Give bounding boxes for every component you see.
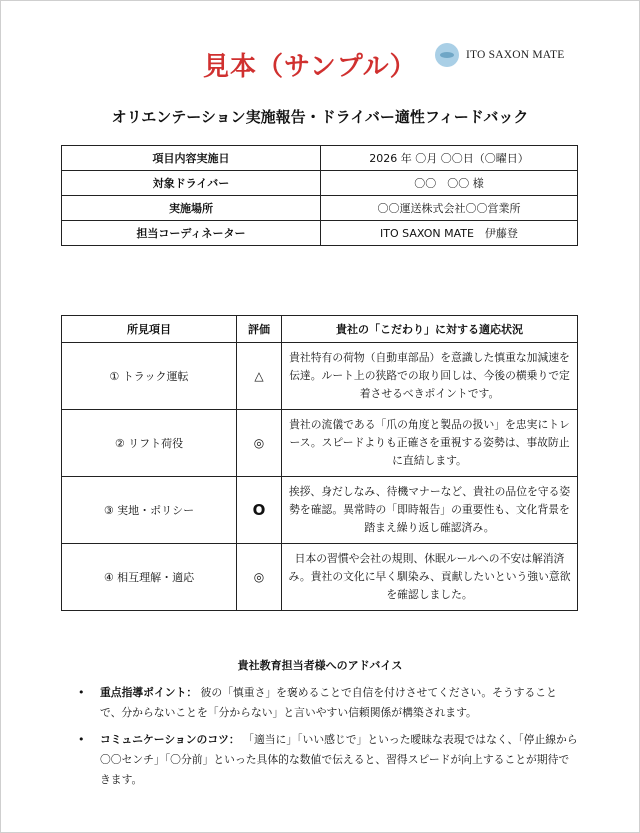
finding-eval: ◎ [237,544,282,611]
table-row [62,410,578,477]
info-table [61,145,578,246]
info-row [62,221,578,246]
advice-item [78,730,578,790]
info-key: 項目内容実施日 [62,146,321,171]
advice-label: 重点指導ポイント： [100,686,198,699]
finding-desc: 挨拶、身だしなみ、待機マナーなど、貴社の品位を守る姿勢を確認。異常時の「即時報告」の重要性も、文化背景を踏まえ繰り返し確認済み。 [282,477,578,544]
sample-label: 見本（サンプル） [203,52,417,82]
info-key: 対象ドライバー [62,171,321,196]
finding-eval: O [237,477,282,544]
globe-logo-icon [435,43,459,67]
logo-text: ITO SAXON MATE [466,49,565,61]
info-value: 〇〇運送株式会社〇〇営業所 [321,196,578,221]
findings-header-row [62,316,578,343]
bullet-icon: • [78,686,85,699]
finding-desc: 貴社の流儀である「爪の角度と製品の扱い」を忠実にトレース。スピードよりも正確さを重視する姿勢は、事故防止に直結します。 [282,410,578,477]
advice-title: 貴社教育担当者様へのアドバイス [237,659,403,672]
info-value: 〇〇 〇〇 様 [321,171,578,196]
info-value: ITO SAXON MATE 伊藤登 [321,221,578,246]
info-value: 2026 年 〇月 〇〇日（〇曜日） [321,146,578,171]
advice-text: 彼の「慎重さ」を褒めることで自信を付けさせてください。そうすることで、分からないことを「分からない」と言いやすい信頼関係が構築されます。 [100,686,557,719]
finding-desc: 貴社特有の荷物（自動車部品）を意識した慎重な加減速を伝達。ルート上の狭路での取り回しは、今後の横乗りで定着させるべきポイントです。 [282,343,578,410]
finding-item: ② リフト荷役 [62,410,237,477]
info-row [62,171,578,196]
advice-item [78,683,578,723]
document-title: オリエンテーション実施報告・ドライバー適性フィードバック [111,108,529,126]
info-row [62,196,578,221]
finding-item: ① トラック運転 [62,343,237,410]
info-row [62,146,578,171]
info-key: 担当コーディネーター [62,221,321,246]
finding-desc: 日本の習慣や会社の規則、休眠ルールへの不安は解消済み。貴社の文化に早く馴染み、貢献したいという強い意欲を確認しました。 [282,544,578,611]
table-row [62,477,578,544]
finding-item: ③ 実地・ポリシー [62,477,237,544]
bullet-icon: • [78,733,85,746]
table-row [62,343,578,410]
header-item: 所見項目 [62,316,237,343]
finding-eval: △ [237,343,282,410]
advice-label: コミュニケーションのコツ： [100,733,240,746]
header-desc: 貴社の「こだわり」に対する適応状況 [282,316,578,343]
company-logo [435,43,564,67]
finding-eval: ◎ [237,410,282,477]
table-row [62,544,578,611]
finding-item: ④ 相互理解・適応 [62,544,237,611]
findings-table [61,315,578,611]
info-key: 実施場所 [62,196,321,221]
advice-text: 「適当に」「いい感じで」といった曖昧な表現ではなく、「停止線から〇〇センチ」「〇分前」といった具体的な数値で伝えると、習得スピードが向上することが期待できます。 [100,733,578,786]
header-eval: 評価 [237,316,282,343]
